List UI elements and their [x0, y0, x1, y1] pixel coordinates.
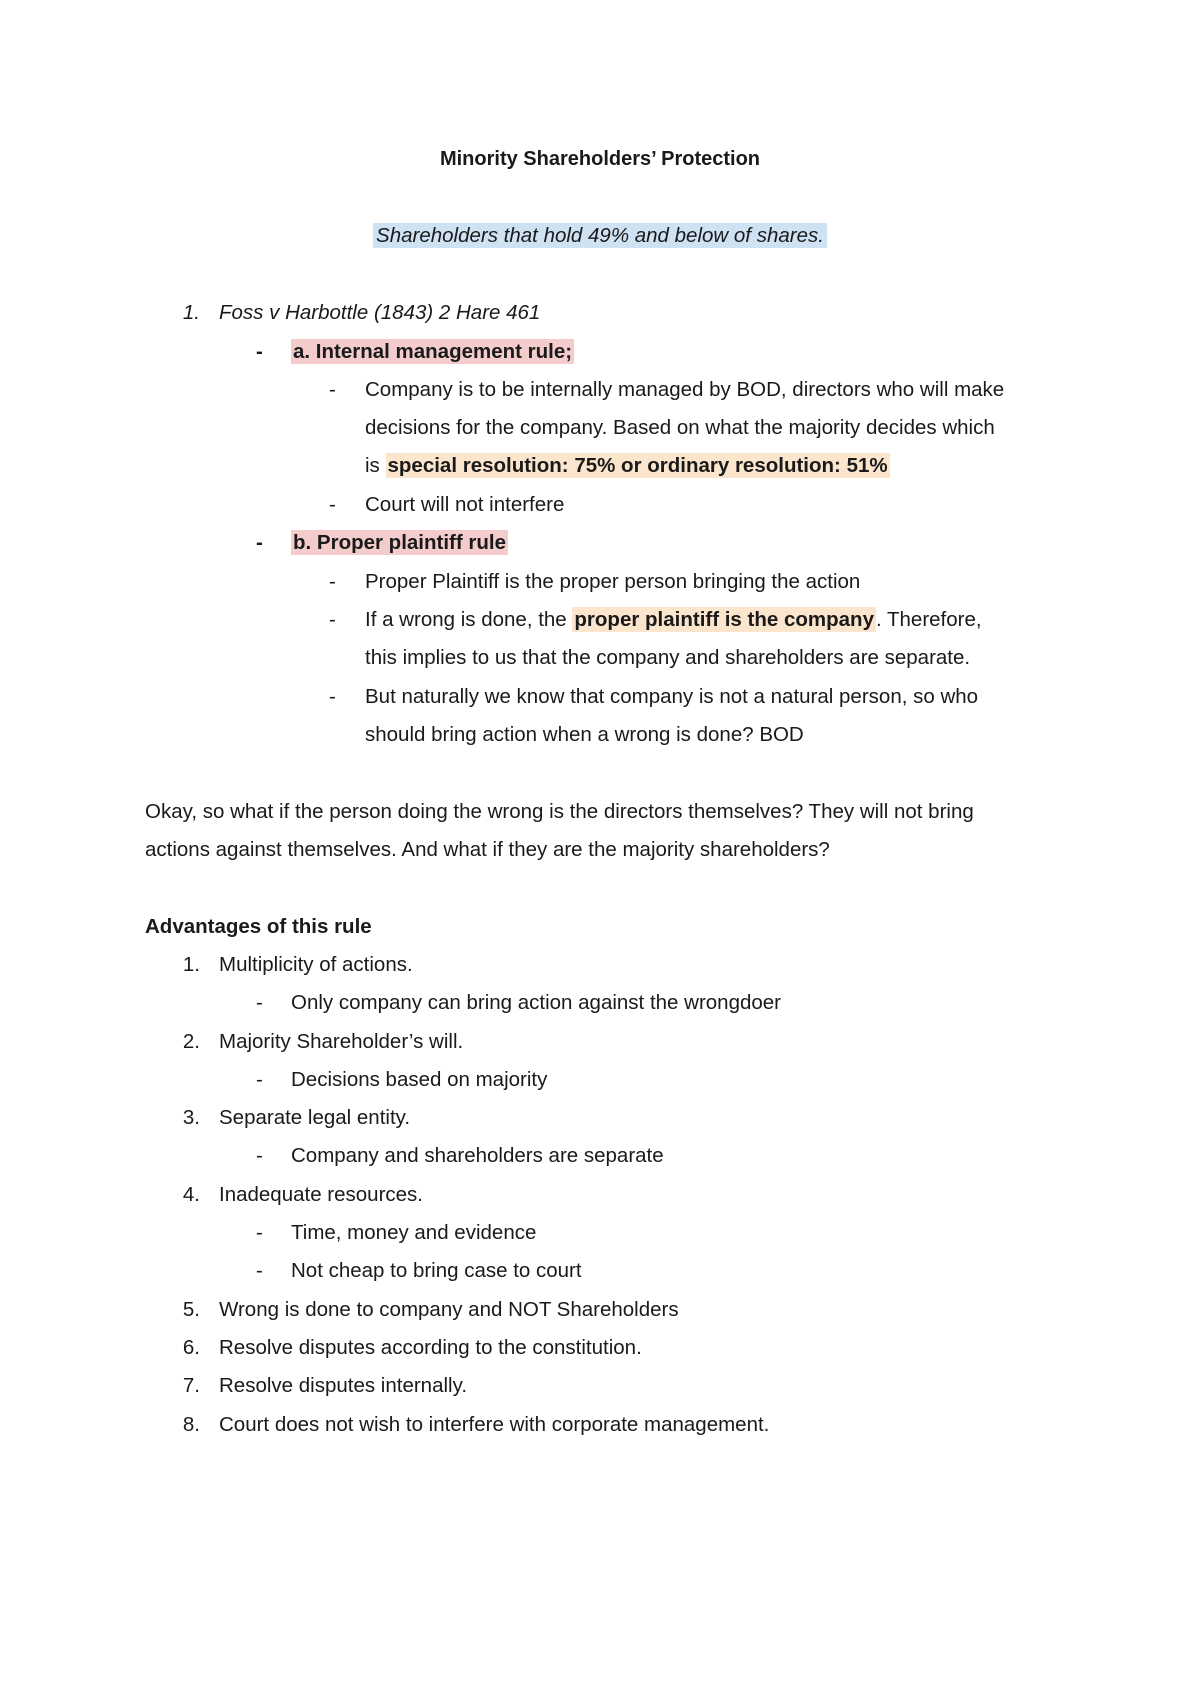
bullet-dash: - [329, 378, 336, 401]
advantage-item: Court does not wish to interfere with corporate management. [219, 1413, 770, 1436]
proper-plaintiff-highlight: proper plaintiff is the company [574, 608, 874, 631]
advantage-number: 1. [182, 953, 200, 976]
bullet-dash: - [329, 570, 336, 593]
advantage-sub-item: Decisions based on majority [291, 1068, 548, 1091]
case-citation: Foss v Harbottle (1843) 2 Hare 461 [219, 301, 541, 324]
advantage-item: Separate legal entity. [219, 1106, 411, 1129]
rule-a-point-1-line-3 [365, 454, 890, 478]
rule-a-highlight: a. Internal management rule; [293, 340, 573, 363]
advantage-item: Wrong is done to company and NOT Shareholders [219, 1298, 679, 1321]
bullet-dash: - [256, 1144, 263, 1167]
advantage-sub-item: Time, money and evidence [291, 1221, 537, 1244]
rule-b-point-3-line-2: should bring action when a wrong is done? BOD [365, 723, 804, 746]
advantage-number: 4. [182, 1183, 200, 1206]
bullet-dash: - [329, 608, 336, 631]
section-number: 1. [182, 301, 200, 324]
advantage-number: 2. [182, 1030, 200, 1053]
rule-a-point-2: Court will not interfere [365, 493, 565, 516]
bullet-dash: - [256, 991, 263, 1014]
advantage-sub-item: Not cheap to bring case to court [291, 1259, 582, 1282]
subtitle [0, 224, 1200, 248]
bullet-dash: - [329, 493, 336, 516]
rule-b-point-2-prefix: If a wrong is done, the [365, 608, 573, 631]
bullet-dash: - [256, 340, 263, 363]
advantage-item: Multiplicity of actions. [219, 953, 413, 976]
bullet-dash: - [256, 1221, 263, 1244]
rule-a-point-1-line-2: decisions for the company. Based on what the majority decides which [365, 416, 995, 439]
advantage-number: 3. [182, 1106, 200, 1129]
rule-a-point-1-line-1: Company is to be internally managed by BOD, directors who will make [365, 378, 1005, 401]
rule-b-point-2-suffix: . Therefore, [875, 608, 982, 631]
rule-a-point-1-prefix: is [365, 454, 386, 477]
rule-b-highlight: b. Proper plaintiff rule [293, 531, 506, 554]
advantages-heading: Advantages of this rule [145, 915, 372, 938]
advantage-number: 5. [182, 1298, 200, 1321]
advantage-item: Resolve disputes according to the constitution. [219, 1336, 642, 1359]
bullet-dash: - [256, 1068, 263, 1091]
bullet-dash: - [256, 531, 263, 554]
bullet-dash: - [329, 685, 336, 708]
advantage-sub-item: Only company can bring action against the wrongdoer [291, 991, 782, 1014]
paragraph-line-2: actions against themselves. And what if they are the majority shareholders? [145, 838, 830, 861]
advantage-number: 7. [182, 1374, 200, 1397]
rule-a-heading [291, 340, 574, 364]
advantage-number: 6. [182, 1336, 200, 1359]
rule-b-point-1: Proper Plaintiff is the proper person bringing the action [365, 570, 861, 593]
rule-b-point-2-line-2: this implies to us that the company and shareholders are separate. [365, 646, 971, 669]
advantage-sub-item: Company and shareholders are separate [291, 1144, 664, 1167]
advantage-item: Resolve disputes internally. [219, 1374, 468, 1397]
resolution-highlight: special resolution: 75% or ordinary resolution: 51% [387, 454, 888, 477]
paragraph-line-1: Okay, so what if the person doing the wrong is the directors themselves? They will not bring [145, 800, 974, 823]
page-title: Minority Shareholders’ Protection [439, 148, 761, 170]
advantage-item: Inadequate resources. [219, 1183, 423, 1206]
advantage-number: 8. [182, 1413, 200, 1436]
bullet-dash: - [256, 1259, 263, 1282]
rule-b-point-3-line-1: But naturally we know that company is not a natural person, so who [365, 685, 979, 708]
advantage-item: Majority Shareholder’s will. [219, 1030, 464, 1053]
subtitle-highlight: Shareholders that hold 49% and below of shares. [373, 223, 827, 248]
rule-b-point-2-line-1 [365, 608, 982, 632]
rule-b-heading [291, 531, 508, 555]
